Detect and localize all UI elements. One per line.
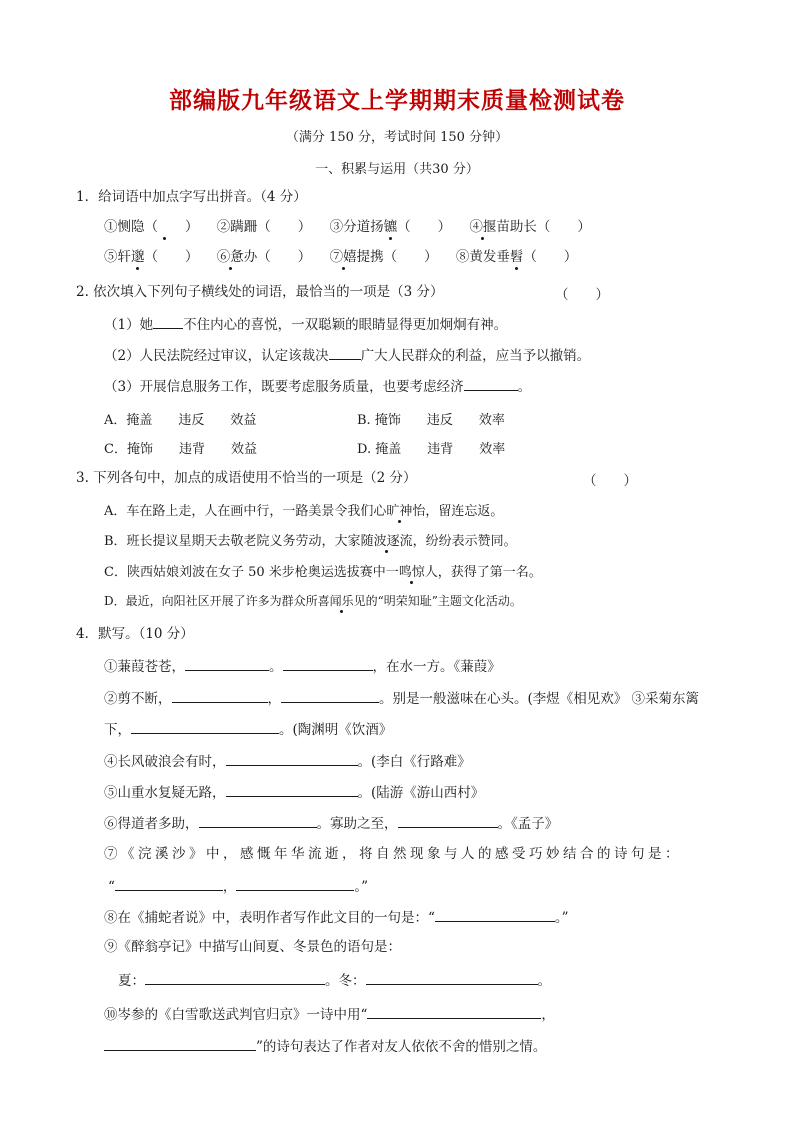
option-a bbox=[104, 500, 503, 519]
fill-blank[interactable] bbox=[199, 813, 317, 828]
line-text: 。(陶渊明《饮酒》 bbox=[279, 722, 393, 738]
line-text: ”的诗句表达了作者对友人依依不舍的惜别之情。 bbox=[256, 1039, 547, 1055]
option-b: B. 掩饰 违反 效率 bbox=[357, 413, 505, 428]
fill-blank[interactable] bbox=[398, 813, 498, 828]
sentence-text: （2）人民法院经过审议，认定该裁决 bbox=[104, 348, 329, 364]
line-text: 下， bbox=[104, 722, 131, 738]
line-text: ②剪不断， bbox=[104, 691, 172, 707]
option-text: A．车在路上走，人在画中行，一路美景令我们 bbox=[104, 504, 374, 519]
fill-blank[interactable] bbox=[131, 719, 279, 734]
fill-blank[interactable] bbox=[367, 1004, 541, 1019]
option-text: ，留连忘返。 bbox=[425, 504, 504, 519]
answer-bracket: （ ） bbox=[583, 473, 637, 489]
option-a: A．掩盖 违反 效益 bbox=[104, 413, 257, 428]
answer-bracket: （ ） bbox=[555, 287, 609, 303]
line-text: 。(李白《行路难》 bbox=[357, 754, 471, 770]
dictation-line-12 bbox=[104, 1004, 555, 1024]
option-d: D. 掩盖 违背 效率 bbox=[357, 442, 506, 457]
item-text: 跚（ ） bbox=[243, 219, 312, 235]
option-text: B．班长提议星期天去敬老院义务劳动，大家 bbox=[104, 534, 361, 549]
item-text: 邈 bbox=[131, 249, 145, 265]
item-text: 提携（ ） bbox=[356, 249, 438, 265]
dictation-line-5 bbox=[104, 782, 484, 802]
dictation-line-9 bbox=[104, 907, 569, 927]
dictation-line-10: ⑨《醉翁亭记》中描写山间夏、冬景色的语句是： bbox=[104, 939, 401, 955]
line-text: 。寡助之至， bbox=[316, 816, 398, 832]
dictation-line-4 bbox=[104, 751, 471, 771]
item-text: ④揠 bbox=[469, 219, 497, 235]
fill-blank[interactable] bbox=[435, 907, 555, 922]
fill-blank[interactable] bbox=[172, 688, 268, 703]
option-text: ，纷纷表示赞同。 bbox=[412, 534, 517, 549]
fill-blank[interactable] bbox=[226, 751, 358, 766]
line-text: “ bbox=[108, 879, 115, 895]
fill-blank[interactable] bbox=[283, 656, 373, 671]
line-text: ④长风破浪会有时， bbox=[104, 754, 226, 770]
fill-blank[interactable] bbox=[464, 376, 518, 391]
dictation-line-13 bbox=[104, 1036, 546, 1056]
line-text: ⑤山重水复疑无路， bbox=[104, 785, 226, 801]
line-text: ， bbox=[541, 1007, 555, 1023]
item-text: ③分道扬 bbox=[329, 219, 384, 235]
item-text: （ ） bbox=[397, 219, 452, 235]
line-text: 。 bbox=[269, 659, 283, 675]
fill-blank[interactable] bbox=[329, 345, 361, 360]
question-2-sentence-1 bbox=[104, 314, 507, 334]
dictation-line-2 bbox=[104, 688, 699, 708]
fill-blank[interactable] bbox=[185, 656, 269, 671]
item-text: 办（ ） bbox=[243, 249, 312, 265]
sentence-text: 。 bbox=[517, 379, 532, 395]
question-4-stem: 4．默写。（10 分） bbox=[76, 626, 194, 642]
question-2-stem: 2. 依次填入下列句子横线处的词语，最恰当的一项是（3 分） bbox=[76, 284, 444, 300]
fill-blank[interactable] bbox=[226, 782, 358, 797]
option-c: C．掩饰 违背 效益 bbox=[104, 442, 257, 457]
idiom-text: 一鸣惊人 bbox=[386, 561, 438, 580]
idiom-text: 喜闻乐见 bbox=[317, 594, 366, 608]
line-text: 。” bbox=[554, 910, 569, 926]
line-text: ⑧在《捕蛇者说》中，表明作者写作此文目的一句是：“ bbox=[104, 910, 435, 926]
option-d bbox=[104, 592, 522, 609]
fill-blank[interactable] bbox=[153, 314, 183, 329]
item-text: ⑧黄发垂 bbox=[455, 249, 510, 265]
sentence-text: 广大人民群众的利益，应当予以撤销。 bbox=[360, 348, 591, 364]
item-text: 苗助长（ ） bbox=[496, 219, 591, 235]
fill-blank[interactable] bbox=[236, 876, 354, 891]
fill-blank[interactable] bbox=[281, 688, 379, 703]
line-text: ，在水一方。《蒹葭》 bbox=[372, 659, 501, 675]
option-text: 的“明荣知耻”主题文化活动。 bbox=[365, 594, 522, 608]
item-text: ⑦嬉 bbox=[329, 249, 357, 265]
page-title: 部编版九年级语文上学期期末质量检测试卷 bbox=[169, 88, 625, 114]
line-text: ①蒹葭苍苍， bbox=[104, 659, 185, 675]
item-text: ②蹒 bbox=[216, 219, 244, 235]
line-text: 。(陆游《游山西村》 bbox=[357, 785, 485, 801]
option-text: ，获得了第一名。 bbox=[437, 565, 542, 580]
item-text: 髫 bbox=[509, 249, 524, 265]
item-text: ①恻 bbox=[104, 219, 131, 235]
option-text: C．陕西姑娘刘波在女子 50 米步枪奥运选拔赛中 bbox=[104, 565, 386, 580]
dictation-line-7: ⑦《浣溪沙》中，感慨年华流逝，将自然现象与人的感受巧妙结合的诗句是： bbox=[104, 846, 682, 862]
dictation-line-3 bbox=[104, 719, 392, 739]
item-text: ⑥惫 bbox=[216, 249, 244, 265]
line-text: 。” bbox=[354, 879, 369, 895]
question-3-stem: 3. 下列各句中，加点的成语使用不恰当的一项是（2 分） bbox=[76, 470, 417, 486]
option-text: D．最近，向阳社区开展了许多为群众所 bbox=[104, 594, 318, 608]
fill-blank[interactable] bbox=[145, 970, 325, 985]
line-text: 夏： bbox=[118, 973, 145, 989]
item-text: 镳 bbox=[383, 219, 398, 235]
line-text: 。冬： bbox=[325, 973, 366, 989]
question-2-sentence-3 bbox=[104, 376, 531, 396]
line-text: ， bbox=[267, 691, 281, 707]
line-text: 。 bbox=[537, 973, 551, 989]
item-text: （ ） bbox=[144, 249, 199, 265]
line-text: ， bbox=[222, 879, 237, 895]
question-1-row-1 bbox=[104, 218, 591, 236]
dictation-line-8 bbox=[108, 876, 368, 896]
option-c bbox=[104, 561, 542, 580]
dictation-line-6 bbox=[104, 813, 558, 833]
dictation-line-1 bbox=[104, 656, 501, 676]
section-heading: 一、积累与运用（共30 分） bbox=[315, 162, 479, 177]
fill-blank[interactable] bbox=[366, 970, 538, 985]
line-text: ⑥得道者多助， bbox=[104, 816, 199, 832]
item-text: ⑤轩 bbox=[104, 249, 131, 265]
sentence-text: （3）开展信息服务工作，既要考虑服务质量，也要考虑经济 bbox=[104, 379, 464, 395]
question-1-stem: 1．给词语中加点字写出拼音。（4 分） bbox=[76, 189, 307, 205]
dictation-line-11 bbox=[118, 970, 551, 990]
item-text: （ ） bbox=[523, 249, 578, 265]
line-text: ⑩岑参的《白雪歌送武判官归京》一诗中用“ bbox=[104, 1007, 368, 1023]
option-b bbox=[104, 530, 517, 549]
sentence-text: （1）她 bbox=[104, 317, 154, 333]
idiom-text: 随波逐流 bbox=[361, 530, 413, 549]
idiom-text: 心旷神怡 bbox=[373, 500, 425, 519]
line-text: 。别是一般滋味在心头。(李煜《相见欢》 ③采菊东篱 bbox=[379, 691, 700, 707]
sentence-text: 不住内心的喜悦，一双聪颖的眼睛显得更加炯炯有神。 bbox=[183, 317, 508, 333]
line-text: 。《孟子》 bbox=[497, 816, 559, 832]
item-text: 隐（ ） bbox=[131, 219, 199, 235]
exam-subtitle: （满分 150 分，考试时间 150 分钟） bbox=[285, 130, 509, 145]
fill-blank[interactable] bbox=[115, 876, 223, 891]
question-2-sentence-2 bbox=[104, 345, 590, 365]
question-1-row-2 bbox=[104, 248, 577, 266]
fill-blank[interactable] bbox=[104, 1036, 256, 1051]
